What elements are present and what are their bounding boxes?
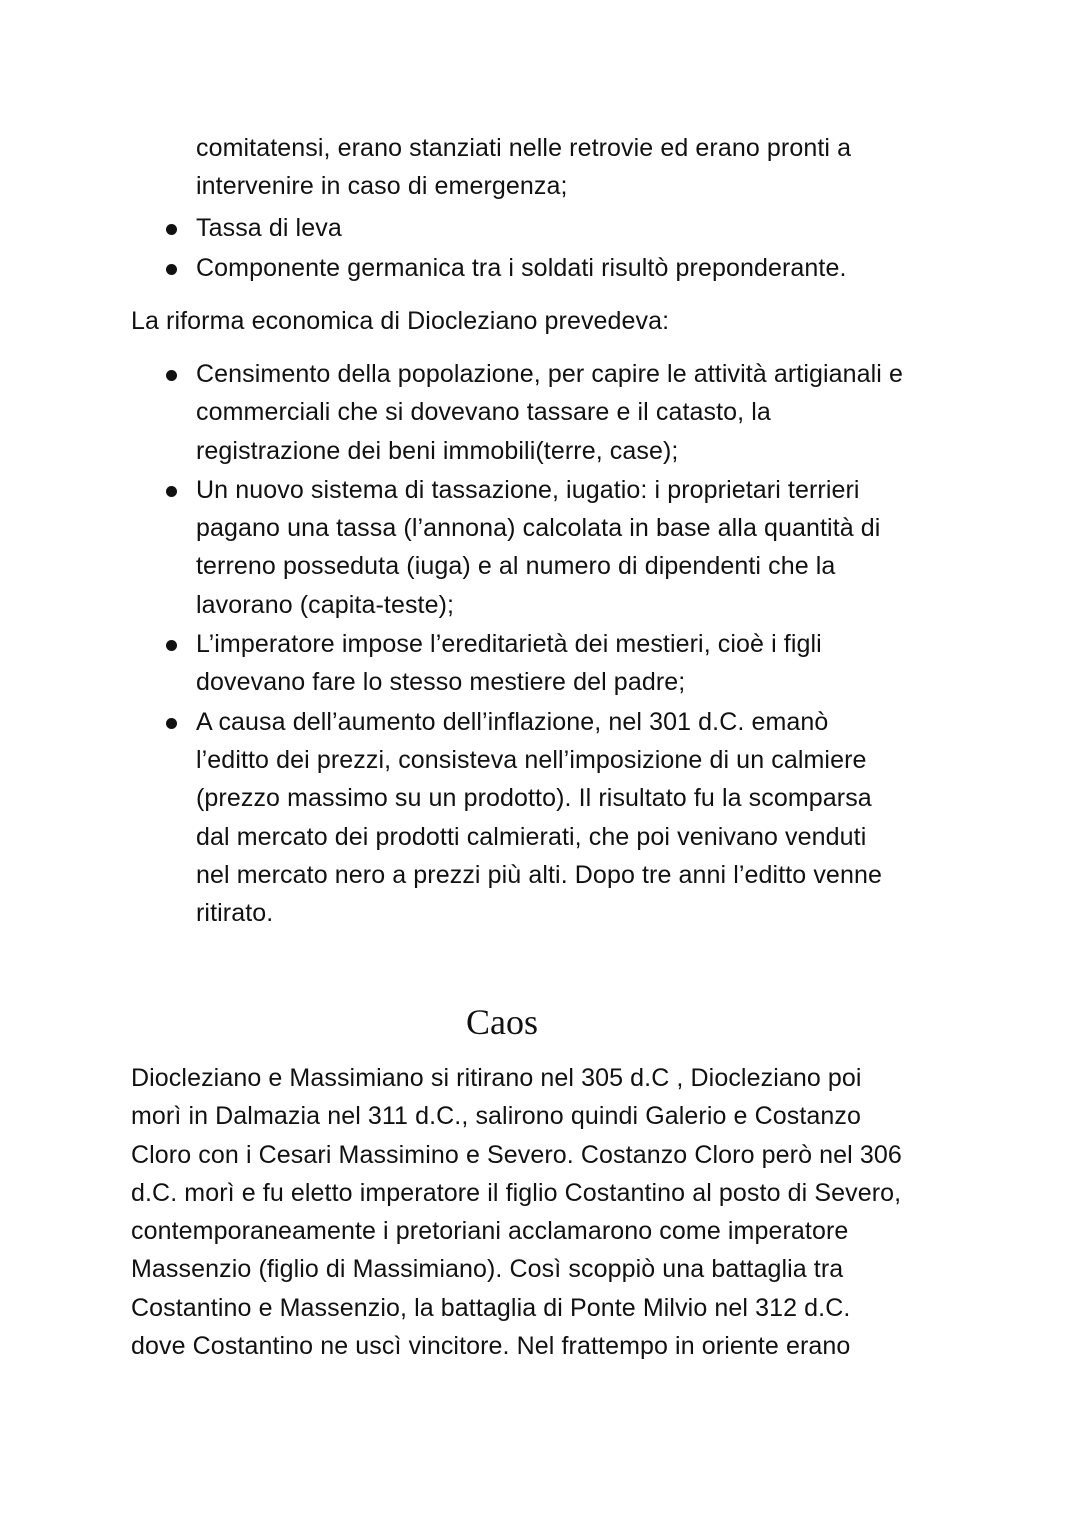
bullet-icon [166,718,177,729]
text-line: L’imperatore impose l’ereditarietà dei mestieri, cioè i figli [196,630,822,659]
text-line: Costantino e Massenzio, la battaglia di Ponte Milvio nel 312 d.C. [131,1293,851,1322]
text-line: Un nuovo sistema di tassazione, iugatio: i proprietari terrieri [196,475,860,504]
continued-list-item [131,129,961,206]
text-line: nel mercato nero a prezzi più alti. Dopo tre anni l’editto venne [196,860,882,889]
economic-reform-intro [131,302,961,340]
text-line: comitatensi, erano stanziati nelle retrovie ed erano pronti a [196,134,852,162]
list-item [131,703,961,933]
text-line: Tassa di leva [196,214,342,242]
section-paragraph [131,1059,961,1365]
text-line: Diocleziano e Massimiano si ritirano nel 305 d.C , Diocleziano poi [131,1064,862,1092]
text-line: registrazione dei beni immobili(terre, case); [196,436,679,465]
text-line: intervenire in caso di emergenza; [196,172,568,201]
text-line: La riforma economica di Diocleziano prevedeva: [131,307,670,335]
text-line: A causa dell’aumento dell’inflazione, nel 301 d.C. emanò [196,707,829,736]
text-line: lavorano (capita-teste); [196,590,455,619]
list-item [131,355,961,470]
bullet-icon [166,486,177,497]
text-line: Censimento della popolazione, per capire le attività artigianali e [196,360,904,388]
text-line: pagano una tassa (l’annona) calcolata in base alla quantità di [196,514,881,543]
bullet-icon [166,640,177,651]
text-line: Componente germanica tra i soldati risultò preponderante. [196,254,847,282]
bullet-icon [166,224,177,235]
text-line: l’editto dei prezzi, consisteva nell’imposizione di un calmiere [196,745,867,774]
text-line: dove Costantino ne uscì vincitore. Nel frattempo in oriente erano [131,1332,851,1361]
text-line: commerciali che si dovevano tassare e il catasto, la [196,398,771,427]
text-line: Massenzio (figlio di Massimiano). Così scoppiò una battaglia tra [131,1255,844,1284]
section-heading: Caos [466,1002,538,1042]
text-line: morì in Dalmazia nel 311 d.C., salirono quindi Galerio e Costanzo [131,1102,862,1131]
text-line: terreno posseduta (iuga) e al numero di dipendenti che la [196,552,836,581]
list-item [131,625,961,702]
list-item [131,471,961,624]
list-item [131,249,961,289]
military-reform-list [131,209,961,289]
text-line: dovevano fare lo stesso mestiere del padre; [196,668,686,697]
economic-reform-list [131,355,961,932]
list-item [131,209,961,249]
text-line: dal mercato dei prodotti calmierati, che poi venivano venduti [196,822,867,851]
text-line: (prezzo massimo su un prodotto). Il risultato fu la scomparsa [196,784,872,813]
text-line: ritirato. [196,899,274,928]
bullet-icon [166,370,177,381]
bullet-icon [166,264,177,275]
text-line: Cloro con i Cesari Massimino e Severo. Costanzo Cloro però nel 306 [131,1140,902,1169]
text-line: contemporaneamente i pretoriani acclamarono come imperatore [131,1217,849,1246]
text-line: d.C. morì e fu eletto imperatore il figlio Costantino al posto di Severo, [131,1178,902,1207]
